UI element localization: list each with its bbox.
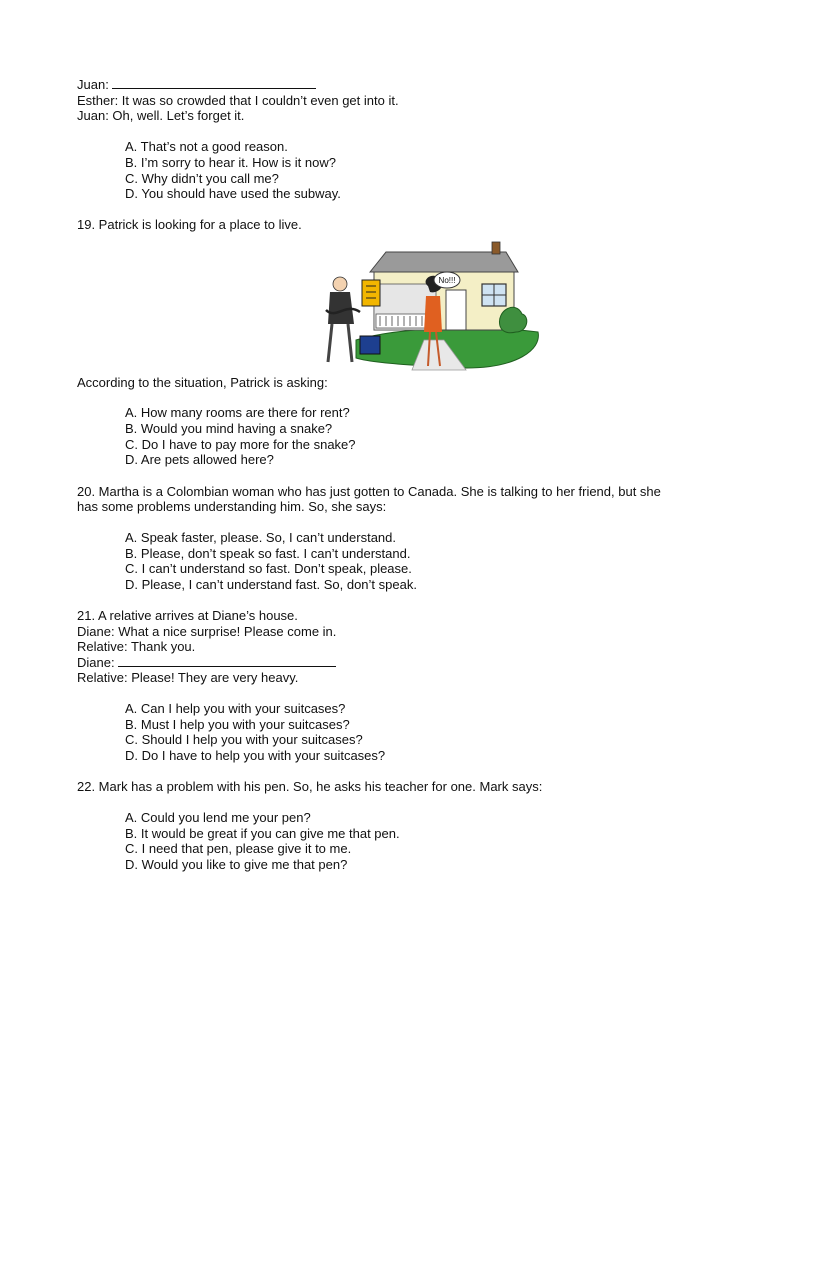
q20-option-a[interactable]: A. Speak faster, please. So, I can’t understand. <box>125 530 397 545</box>
q20-option-d[interactable]: D. Please, I can’t understand fast. So, don’t speak. <box>125 577 417 592</box>
q21-answer-blank[interactable] <box>118 655 336 667</box>
q18-juan-reply: Juan: Oh, well. Let’s forget it. <box>77 108 245 123</box>
q22-option-a[interactable]: A. Could you lend me your pen? <box>125 810 311 825</box>
q20-prompt-line1: 20. Martha is a Colombian woman who has just gotten to Canada. She is talking to her friend, but she <box>77 484 661 499</box>
q20-prompt-line2: has some problems understanding him. So, she says: <box>77 499 387 514</box>
bush-shape <box>499 307 526 332</box>
q18-answer-blank[interactable] <box>112 77 316 89</box>
for-rent-sign <box>362 280 380 306</box>
suitcase-shape <box>360 336 380 354</box>
q20-option-c[interactable]: C. I can’t understand so fast. Don’t speak, please. <box>125 561 412 576</box>
roof-shape <box>370 252 518 272</box>
landlady-dress <box>424 296 442 332</box>
q22-option-c[interactable]: C. I need that pen, please give it to me. <box>125 841 352 856</box>
q21-option-d[interactable]: D. Do I have to help you with your suitcases? <box>125 748 386 763</box>
q21-relative-line1: Relative: Thank you. <box>77 639 196 654</box>
q19-option-c[interactable]: C. Do I have to pay more for the snake? <box>125 437 356 452</box>
q21-option-b[interactable]: B. Must I help you with your suitcases? <box>125 717 350 732</box>
q18-juan-label: Juan: <box>77 77 109 92</box>
q21-option-c[interactable]: C. Should I help you with your suitcases? <box>125 732 363 747</box>
q22-prompt: 22. Mark has a problem with his pen. So, he asks his teacher for one. Mark says: <box>77 779 543 794</box>
q18-option-a[interactable]: A. That’s not a good reason. <box>125 139 288 154</box>
q18-juan-line <box>77 77 316 92</box>
speech-bubble-text: No!!! <box>438 276 456 285</box>
door-shape <box>446 290 466 330</box>
q20-option-b[interactable]: B. Please, don’t speak so fast. I can’t understand. <box>125 546 411 561</box>
q19-situation: According to the situation, Patrick is asking: <box>77 375 328 390</box>
q18-esther-line: Esther: It was so crowded that I couldn’t even get into it. <box>77 93 399 108</box>
q19-option-b[interactable]: B. Would you mind having a snake? <box>125 421 333 436</box>
q18-option-c[interactable]: C. Why didn’t you call me? <box>125 171 279 186</box>
chimney-shape <box>492 242 500 254</box>
q21-prompt: 21. A relative arrives at Diane’s house. <box>77 608 298 623</box>
q19-option-a[interactable]: A. How many rooms are there for rent? <box>125 405 350 420</box>
patrick-head <box>333 277 347 291</box>
q21-diane-label: Diane: <box>77 655 115 670</box>
q22-option-d[interactable]: D. Would you like to give me that pen? <box>125 857 348 872</box>
q21-diane-answer-line <box>77 655 336 670</box>
q22-option-b[interactable]: B. It would be great if you can give me that pen. <box>125 826 400 841</box>
house-scene-illustration <box>316 240 542 372</box>
q19-prompt: 19. Patrick is looking for a place to live. <box>77 217 302 232</box>
q21-relative-line2: Relative: Please! They are very heavy. <box>77 670 299 685</box>
patrick-legs <box>328 324 352 362</box>
q21-diane-line: Diane: What a nice surprise! Please come in. <box>77 624 337 639</box>
q18-option-d[interactable]: D. You should have used the subway. <box>125 186 341 201</box>
q18-option-b[interactable]: B. I’m sorry to hear it. How is it now? <box>125 155 336 170</box>
q19-option-d[interactable]: D. Are pets allowed here? <box>125 452 274 467</box>
q21-option-a[interactable]: A. Can I help you with your suitcases? <box>125 701 346 716</box>
